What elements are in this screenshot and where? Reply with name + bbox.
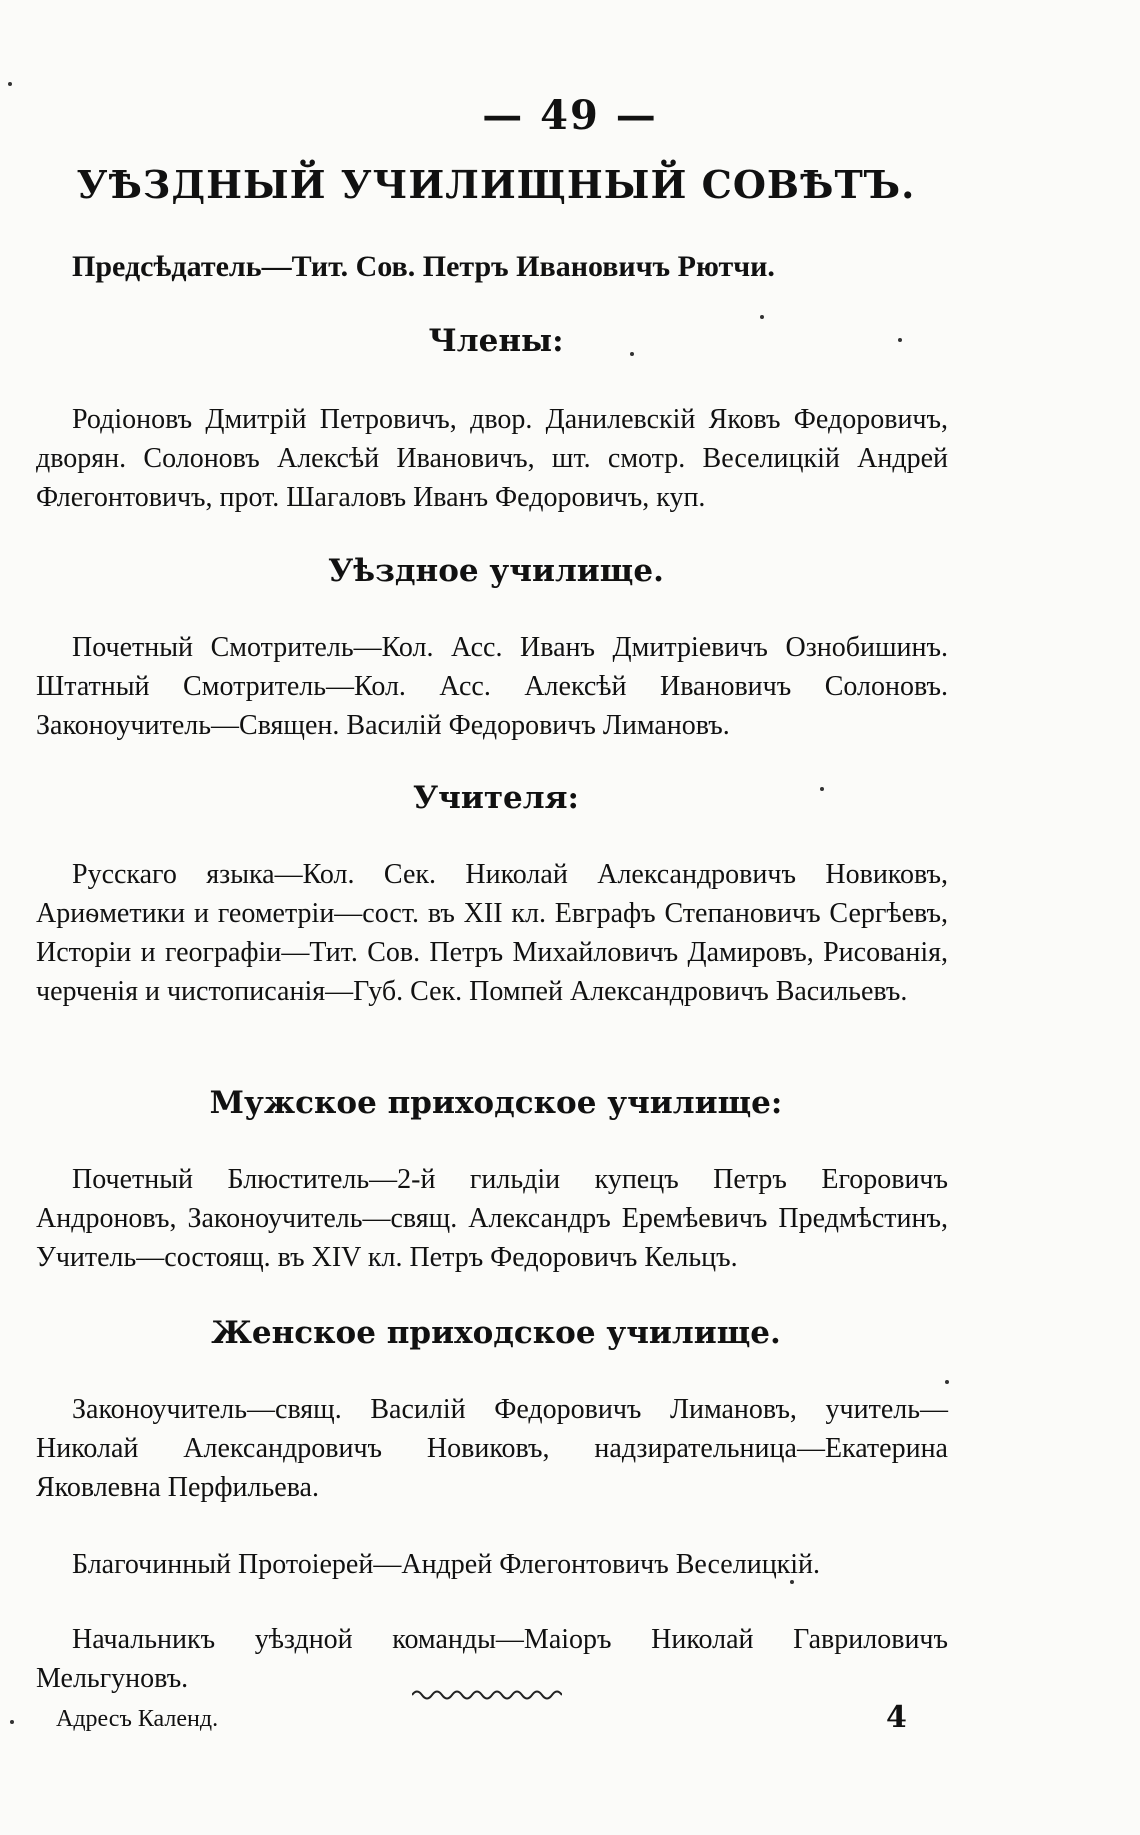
wavy-divider <box>412 1688 562 1702</box>
page-title: УѢЗДНЫЙ УЧИЛИЩНЫЙ СОВѢТЪ. <box>76 162 916 207</box>
page-number: — 49 — <box>482 92 658 139</box>
scan-speck <box>8 82 12 86</box>
district-school-paragraph: Почетный Смотритель—Кол. Асс. Иванъ Дмитрiевичъ Ознобишинъ. Штатный Смотритель—Кол. Асс. Алексѣй Ивановичъ Солоновъ. Законоучитель—Священ. Василiй Федоровичъ Лимановъ. <box>36 632 948 741</box>
scan-speck <box>945 1380 949 1384</box>
scan-speck <box>820 787 824 791</box>
male-parish-school-paragraph: Почетный Блюститель—2-й гильдiи купецъ Петръ Егоровичъ Андроновъ, Законоучитель—свящ. Александръ Еремѣевичъ Предмѣстинъ, Учитель—состоящ. въ XIV кл. Петръ Федоровичъ Кельцъ. <box>36 1164 948 1273</box>
footer-signature: Адресъ Календ. <box>56 1706 219 1732</box>
female-parish-school-heading: Женское приходское училище. <box>211 1315 781 1351</box>
scan-speck <box>760 315 764 319</box>
scan-speck <box>898 338 902 342</box>
scan-speck <box>10 1720 14 1724</box>
teachers-heading: Учителя: <box>413 780 579 816</box>
commander-paragraph: Начальникъ уѣздной команды—Маiоръ Николай Гавриловичъ Мельгуновъ. <box>36 1624 948 1694</box>
dean-paragraph: Благочинный Протоiерей—Андрей Флегонтовичъ Веселицкiй. <box>72 1549 821 1580</box>
chairman-line: Предсѣдатель—Тит. Сов. Петръ Ивановичъ Рютчи. <box>72 250 775 283</box>
members-paragraph: Родiоновъ Дмитрiй Петровичъ, двор. Данилевскiй Яковъ Федоровичъ, дворян. Солоновъ Алексѣй Ивановичъ, шт. смотр. Веселицкiй Андрей Флегонтовичъ, прот. Шагаловъ Иванъ Федоровичъ, куп. <box>36 404 948 513</box>
female-parish-school-paragraph: Законоучитель—свящ. Василiй Федоровичъ Лимановъ, учитель—Николай Александровичъ Новиковъ, надзирательница—Екатерина Яковлевна Перфильева. <box>36 1394 948 1503</box>
footer-sheet-number: 4 <box>886 1700 907 1735</box>
male-parish-school-heading: Мужское приходское училище: <box>209 1085 783 1121</box>
teachers-paragraph: Русскаго языка—Кол. Сек. Николай Александровичъ Новиковъ, Ариѳметики и геометрiи—сост. въ XII кл. Евграфъ Степановичъ Сергѣевъ, Исторiи и географiи—Тит. Сов. Петръ Михайловичъ Дамировъ, Рисованiя, черченiя и чистописанiя—Губ. Сек. Помпей Александровичъ Васильевъ. <box>36 859 948 1007</box>
scan-speck <box>630 352 634 356</box>
members-heading: Члены: <box>428 323 564 359</box>
district-school-heading: Уѣздное училище. <box>328 553 664 589</box>
scan-speck <box>790 1580 794 1584</box>
